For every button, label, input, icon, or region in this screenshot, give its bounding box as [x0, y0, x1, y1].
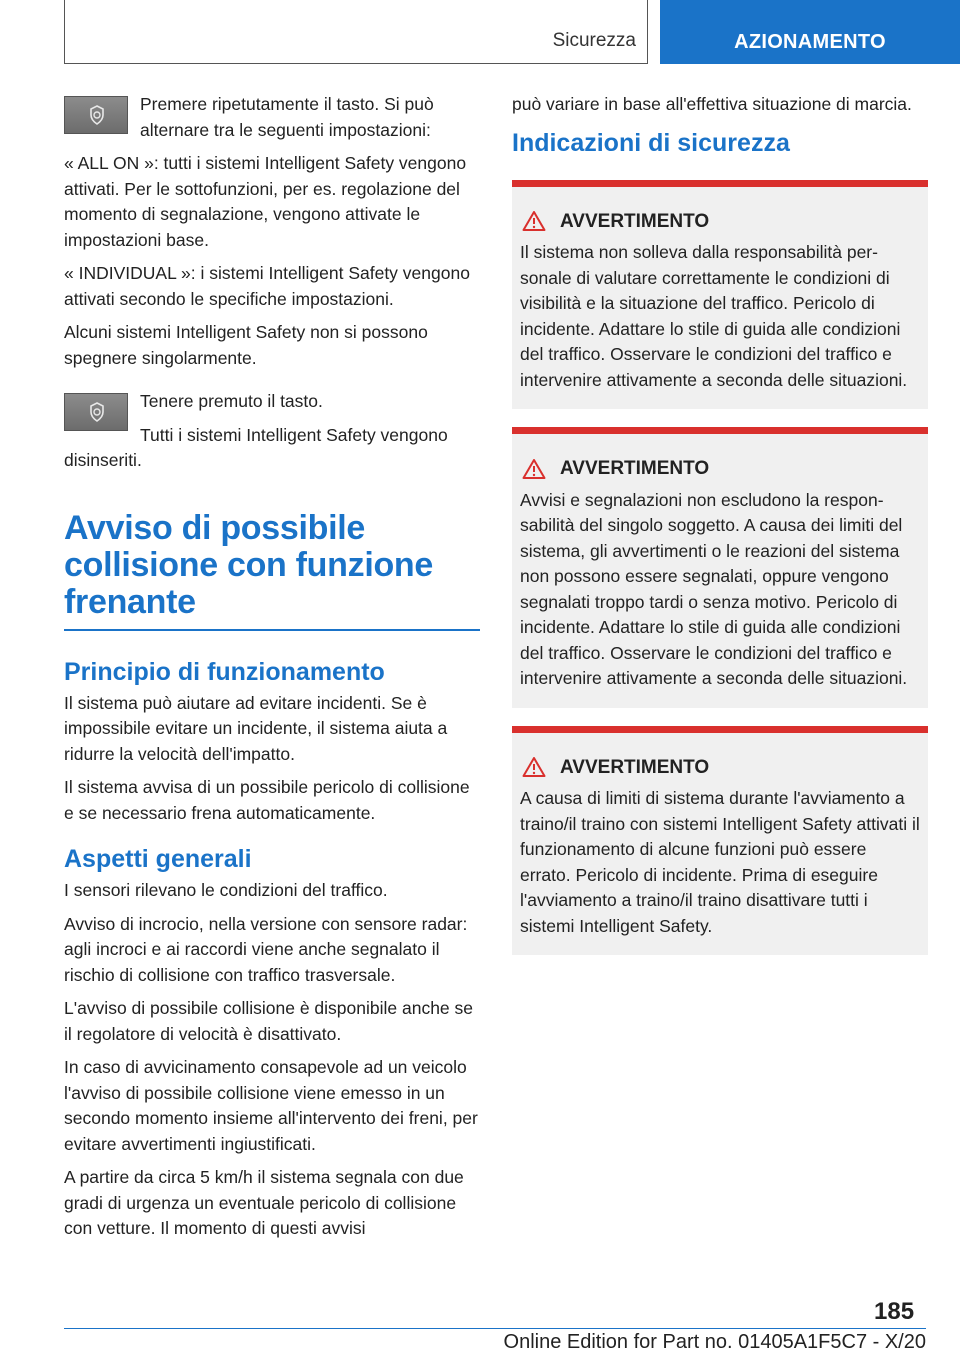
footer-edition: Online Edition for Part no. 01405A1F5C7 - X/20: [503, 1331, 926, 1353]
header-chapter-tab[interactable]: AZIONAMENTO: [660, 0, 960, 64]
paragraph: Premere ripetutamente il tasto. Si può alternare tra le seguenti impostazioni:: [140, 94, 434, 140]
header-section-title: Sicurezza: [552, 30, 636, 51]
paragraph: « ALL ON »: tutti i sistemi Intelligent Safety vengono attivati. Per le sottofunzioni, per es. regolazione del momento di segnalazione, vengono attivate le impostazioni base.: [64, 153, 467, 250]
button-instruction-1: [64, 92, 480, 151]
warning-title: AVVERTIMENTO: [560, 756, 710, 778]
chapter-title: Avviso di possibile collisione con funzione frenante: [64, 508, 434, 621]
warning-text: Il sistema non solleva dalla responsabilità personale di valutare correttamente le condizioni di visibilità e la situazione del traffico. Pericolo di incidente. Adattare lo stile di guida alle condizioni del traffico. Osservare le condizioni del traffico e intervenire attivamente a seconda delle situazioni.: [520, 242, 908, 390]
warning-text: Avvisi e segnalazioni non escludono la responsabilità del singolo soggetto. A causa dei limiti del sistema, gli avvertimenti o le reazioni del sistema non possono essere segnalati, oppure vengono segnalati troppo tardi o senza motivo. Pericolo di incidente. Adattare lo stile di guida alle condizioni del traffico. Osservare le condizioni del traffico e intervenire attivamente a seconda delle situazioni.: [520, 489, 908, 688]
section-heading-principio: Principio di funzionamento: [64, 657, 385, 686]
warning-title: AVVERTIMENTO: [560, 458, 710, 479]
warning-header: [520, 755, 920, 781]
paragraph: può variare in base all'effettiva situazione di marcia.: [512, 94, 912, 114]
warning-text: A causa di limiti di sistema durante l'avviamento a traino/il traino con sistemi Intelligent Safety attivati il funzionamento di alcune funzioni può essere errato. Pericolo di incidente. Prima di eseguire l'avviamento a traino/il traino disattivare tutti i sistemi Intelligent Safety.: [520, 788, 920, 936]
intelligent-safety-button-icon: [64, 393, 128, 431]
warning-triangle-icon: [522, 756, 546, 778]
page-number: 185: [874, 1298, 915, 1325]
paragraph: Tutti i sistemi Intelligent Safety vengono disinseriti.: [64, 424, 448, 470]
paragraph: Tenere premuto il tasto.: [140, 391, 323, 411]
warning-header: [520, 209, 920, 235]
section-heading-sicurezza: Indicazioni di sicurezza: [512, 128, 790, 157]
button-instruction-2: [64, 389, 480, 482]
paragraph: « INDIVIDUAL »: i sistemi Intelligent Safety vengono attivati secondo le specifiche impostazioni.: [64, 263, 470, 309]
paragraph: Il sistema può aiutare ad evitare incidenti. Se è impossibile evitare un incidente, il sistema aiuta a ridurre la velocità dell'impatto.: [64, 692, 448, 764]
warning-box: [512, 726, 928, 956]
section-heading-aspetti: Aspetti generali: [64, 845, 252, 873]
intelligent-safety-button-icon: [64, 96, 128, 134]
warning-box: [512, 427, 928, 708]
paragraph: Alcuni sistemi Intelligent Safety non si possono spegnere singolarmente.: [64, 322, 428, 368]
paragraph: L'avviso di possibile collisione è disponibile anche se il regolatore di velocità è disattivato.: [64, 998, 474, 1044]
paragraph: I sensori rilevano le condizioni del traffico.: [64, 880, 388, 900]
right-column: [512, 92, 928, 973]
left-column: [64, 92, 480, 1250]
warning-title: AVVERTIMENTO: [560, 210, 710, 232]
paragraph: In caso di avvicinamento consapevole ad un veicolo l'avviso di possibile collisione viene emesso in un secondo momento insieme all'intervento dei freni, per evitare avvertimenti ingiustificati.: [64, 1057, 478, 1154]
warning-header: [520, 456, 920, 482]
paragraph: Il sistema avvisa di un possibile pericolo di collisione e se necessario frena automaticamente.: [64, 777, 470, 823]
warning-triangle-icon: [522, 458, 546, 480]
paragraph: Avviso di incrocio, nella versione con sensore radar: agli incroci e ai raccordi viene anche segnalato il rischio di collisione con traffico trasversale.: [64, 913, 468, 985]
paragraph: A partire da circa 5 km/h il sistema segnala con due gradi di urgenza un eventuale pericolo di collisione con vetture. Il momento di questi avvisi: [64, 1167, 464, 1238]
warning-triangle-icon: [522, 210, 546, 232]
warning-box: [512, 180, 928, 410]
footer-rule: [64, 1328, 926, 1329]
chapter-rule: [64, 629, 480, 631]
